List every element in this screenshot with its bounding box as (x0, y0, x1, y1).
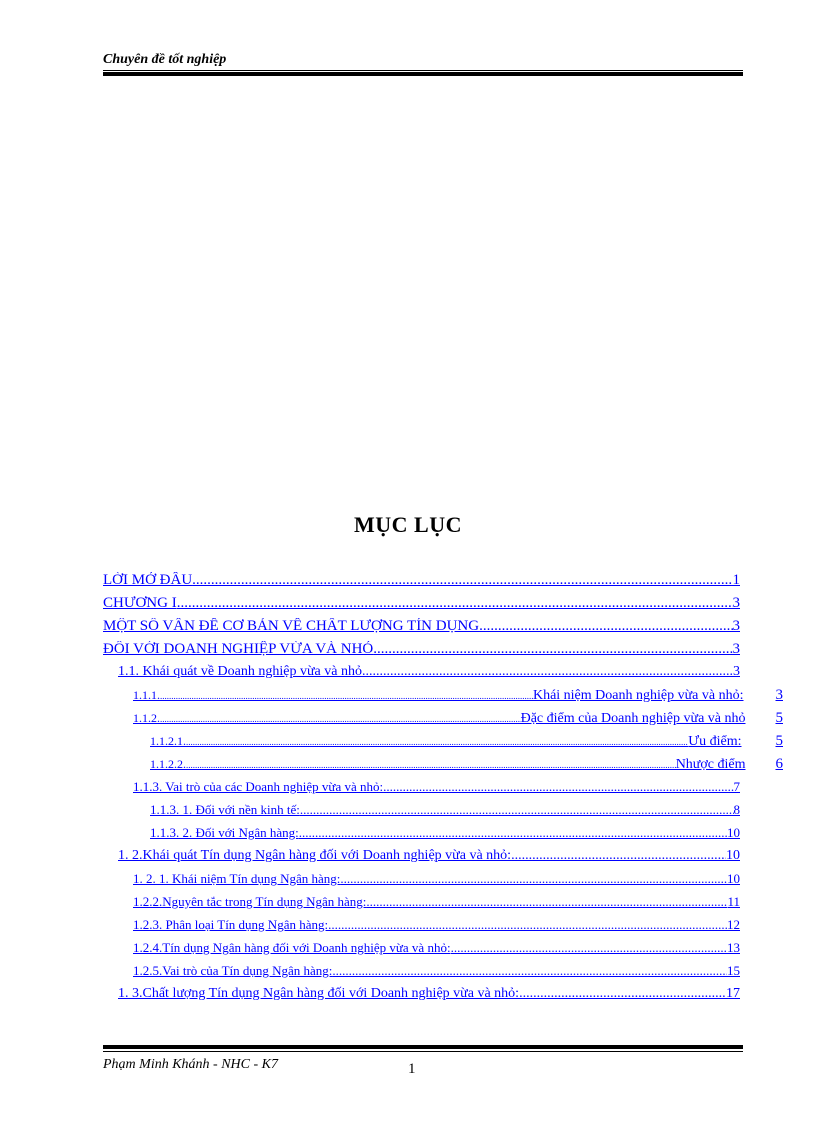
toc-entry-label: LỜI MỞ ĐẦU (103, 572, 193, 588)
toc-entry[interactable] (150, 825, 740, 847)
toc-entry[interactable] (133, 687, 783, 709)
toc-entry[interactable] (150, 756, 783, 778)
header-rule-thick (103, 72, 743, 76)
toc-entry[interactable] (103, 618, 740, 640)
toc-entry[interactable] (118, 848, 740, 870)
toc-entry[interactable] (118, 664, 740, 686)
toc-leader (366, 894, 727, 910)
toc-entry-text: Ưu điểm: (688, 734, 742, 749)
toc-entry-label: 1. 2. 1. Khái niệm Tín dụng Ngân hàng: (133, 871, 341, 886)
toc-entry[interactable] (150, 733, 783, 755)
toc-entry-page: 3 (732, 641, 740, 657)
toc-entry-page: 6 (775, 756, 783, 772)
toc-entry-page: 10 (727, 871, 740, 886)
toc-entry-page: 12 (727, 917, 740, 932)
toc-entry-label: 1.1.2. (133, 711, 160, 725)
toc-entry-label: CHƯƠNG I (103, 595, 177, 611)
toc-entry[interactable] (133, 940, 740, 962)
toc-entry-page: 7 (733, 779, 740, 794)
toc-leader (511, 848, 726, 864)
toc-entry-label: 1.2.5.Vai trò của Tín dụng Ngân hàng: (133, 963, 333, 978)
toc-leader (373, 641, 732, 658)
toc-entry-label: 1.1.3. Vai trò của các Doanh nghiệp vừa và nhỏ: (133, 779, 384, 794)
toc-leader (479, 618, 732, 635)
page-number: 1 (408, 1061, 416, 1077)
toc-leader (300, 802, 734, 818)
toc-entry-page: 5 (775, 733, 783, 749)
toc-entry-text: Đặc điểm của Doanh nghiệp vừa và nhỏ (520, 711, 746, 726)
toc-entry-page: 3 (732, 618, 740, 634)
toc-entry[interactable] (133, 963, 740, 985)
toc-entry-label: ĐỐI VỚI DOANH NGHIỆP VỪA VÀ NHỎ (103, 641, 374, 657)
toc-leader (362, 664, 733, 680)
toc-entry-page: 8 (733, 802, 740, 817)
toc-entry-label: 1.2.4.Tín dụng Ngân hàng đối với Doanh nghiệp vừa và nhỏ: (133, 940, 451, 955)
toc-entry[interactable] (133, 710, 783, 732)
toc-leader (186, 760, 676, 770)
toc-entry[interactable] (103, 595, 740, 617)
toc-leader (451, 940, 727, 956)
toc-entry[interactable] (103, 641, 740, 663)
toc-entry-page: 1 (732, 572, 740, 588)
toc-entry-page: 17 (726, 986, 740, 1001)
footer-rule-thin (103, 1051, 743, 1052)
toc-leader (160, 691, 533, 701)
toc-entry-text: Nhược điểm (675, 757, 746, 772)
toc-entry-label: 1.1. Khái quát về Doanh nghiệp vừa và nhỏ (118, 664, 362, 679)
toc-entry[interactable] (150, 802, 740, 824)
toc-entry-page: 10 (726, 848, 740, 863)
toc-entry-page: 15 (727, 963, 740, 978)
toc-entry[interactable] (133, 917, 740, 939)
toc-entry[interactable] (103, 572, 740, 594)
toc-entry-page: 3 (732, 595, 740, 611)
footer-rule-thick (103, 1045, 743, 1049)
toc-entry-label: 1.1.2.2. (150, 757, 186, 771)
toc-entry-label: 1.2.3. Phân loại Tín dụng Ngân hàng: (133, 917, 329, 932)
toc-entry[interactable] (133, 894, 740, 916)
toc-entry-label: 1.1.1. (133, 688, 160, 702)
toc-entry-label: 1.1.2.1. (150, 734, 186, 748)
toc-leader (328, 917, 727, 933)
toc-entry[interactable] (133, 871, 740, 893)
toc-entry-text: Khái niệm Doanh nghiệp vừa và nhỏ: (532, 688, 744, 703)
toc-leader (383, 779, 733, 795)
toc-entry-page: 11 (727, 894, 740, 909)
toc-entry-label: 1. 2.Khái quát Tín dụng Ngân hàng đối với Doanh nghiệp vừa và nhỏ: (118, 848, 512, 863)
toc-leader (519, 986, 726, 1002)
toc-entry-page: 13 (727, 940, 740, 955)
toc-entry-label: 1.1.3. 1. Đối với nền kinh tế: (150, 802, 300, 817)
toc-leader (186, 737, 688, 747)
footer-author: Phạm Minh Khánh - NHC - K7 (103, 1057, 278, 1072)
toc-entry-label: 1.2.2.Nguyên tắc trong Tín dụng Ngân hàng: (133, 894, 367, 909)
toc-entry-label: 1. 3.Chất lượng Tín dụng Ngân hàng đối với Doanh nghiệp vừa và nhỏ: (118, 986, 520, 1001)
header-title: Chuyên đề tốt nghiệp (103, 52, 227, 67)
toc-entry-page: 10 (727, 825, 740, 840)
toc-entry[interactable] (118, 986, 740, 1008)
toc-leader (299, 825, 727, 841)
toc-entry-page: 5 (775, 710, 783, 726)
toc-entry-label: 1.1.3. 2. Đối với Ngân hàng: (150, 825, 299, 840)
toc-title: MỤC LỤC (354, 512, 462, 537)
toc-leader (160, 714, 521, 724)
header-rule-thin (103, 70, 743, 71)
toc-entry-page: 3 (775, 687, 783, 703)
toc-entry[interactable] (133, 779, 740, 801)
toc-leader (177, 595, 733, 612)
toc-leader (340, 871, 727, 887)
toc-leader (192, 572, 732, 589)
toc-leader (332, 963, 727, 979)
toc-entry-page: 3 (733, 664, 740, 679)
toc-entry-label: MỘT SỐ VẤN ĐỀ CƠ BẢN VỀ CHẤT LƯỢNG TÍN DỤNG (103, 618, 480, 634)
